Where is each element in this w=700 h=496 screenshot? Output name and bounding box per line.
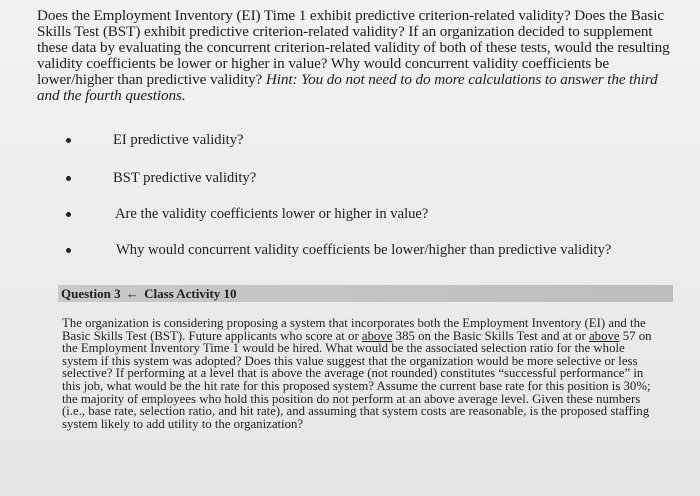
- bullet-item: [66, 206, 666, 226]
- bullet-text: BST predictive validity?: [113, 170, 257, 186]
- bullet-text: Are the validity coefficients lower or higher in value?: [115, 206, 429, 222]
- question-body-text: The organization is considering proposing a system that incorporates both the Employment Inventory (EI) and the Basic Skills Test (BST). Future applicants who score at or: [62, 316, 646, 343]
- underlined-above: above: [588, 328, 620, 343]
- question-body-text: 385 on the Basic Skills Test and at or: [392, 328, 589, 343]
- bullet-item: [66, 242, 666, 262]
- bullet-dot-icon: [66, 248, 71, 253]
- question-body: [62, 317, 660, 430]
- question-number: Question 3: [61, 286, 121, 301]
- intro-paragraph: [37, 8, 677, 104]
- underlined-above: above: [361, 328, 393, 343]
- bullet-text: EI predictive validity?: [113, 132, 244, 148]
- bullet-dot-icon: [66, 212, 71, 217]
- question-header-bar: [58, 285, 673, 302]
- intro-hint: Hint: You do not need to do more calculations to answer the third and the fourth questions.: [37, 71, 658, 104]
- question-activity: Class Activity 10: [144, 286, 237, 301]
- question-body-text: 57 on the Employment Inventory Time 1 would be hired. What would be the associated selection ratio for the whole system if this system was adopted? Does this value suggest that the organization would be more selective or less selective? If performing at a level that is above the average (not rounded) constitutes “successful performance” in this job, what would be the hit rate for this proposed system? Assume the current base rate for this position is 30%; the majority of employees who hold this position do not perform at an above average level. Given these numbers (i.e., base rate, selection ratio, and hit rate), and assuming that system costs are reasonable, is the proposed staffing system likely to add utility to the organization?: [62, 328, 652, 431]
- bullet-item: [66, 170, 666, 190]
- intro-main-text: Does the Employment Inventory (EI) Time 1 exhibit predictive criterion-related validity? Does the Basic Skills Test (BST) exhibit predictive criterion-related validity? If an organization decided to supplement these data by evaluating the concurrent criterion-related validity of both of these tests, would the resulting validity coefficients be lower or higher in value? Why would concurrent validity coefficients be lower/higher than predictive validity?: [37, 7, 670, 88]
- bullet-item: [66, 132, 666, 152]
- bullet-dot-icon: [66, 138, 71, 143]
- bullet-dot-icon: [66, 176, 71, 181]
- left-arrow-icon: ←: [125, 286, 139, 301]
- bullet-text: Why would concurrent validity coefficients be lower/higher than predictive validity?: [116, 242, 612, 258]
